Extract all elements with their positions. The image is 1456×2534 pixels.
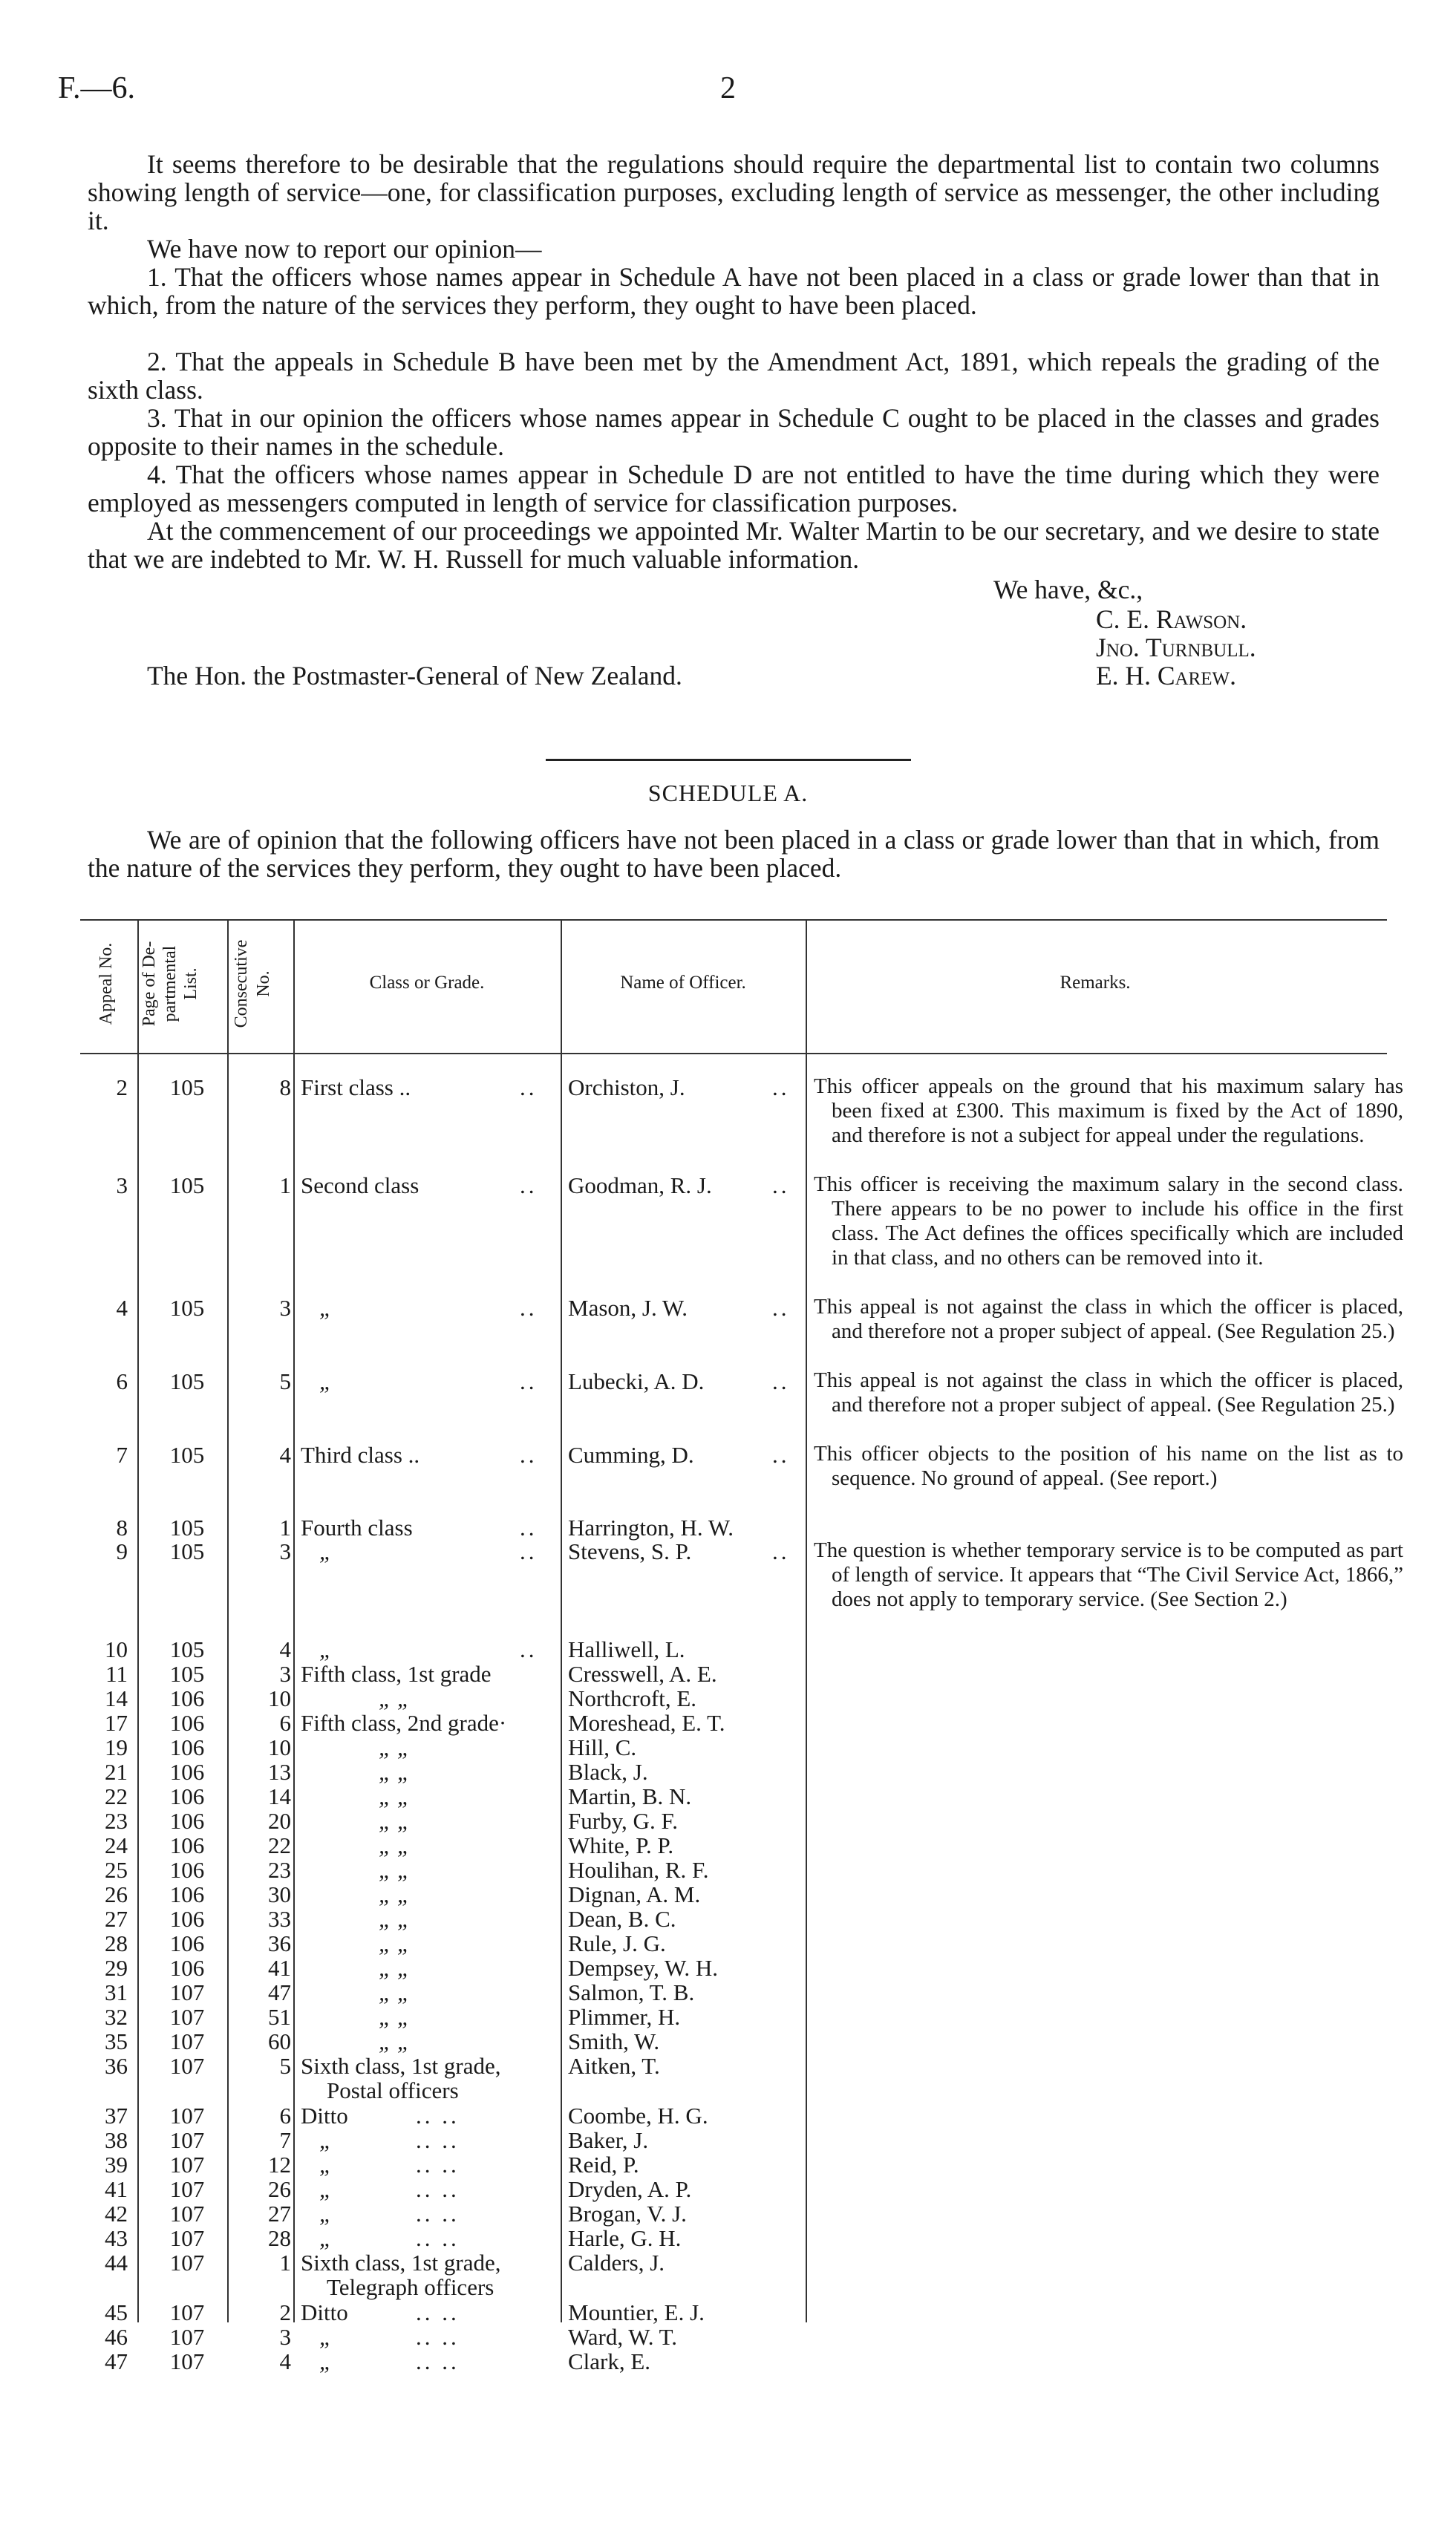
officer-name: Black, J. [568,1759,648,1785]
appeal-number: 44 [105,2250,128,2276]
table-row [0,1759,1456,1785]
intro-paragraph: It seems therefore to be desirable that the regulations should require the departmental list to contain two columns showing length of service—one, for classification purposes, excluding length of service as messenger, the other including it. [88,149,1380,235]
class-grade: Ditto [301,2299,348,2325]
page-number-cell: 105 [169,1295,205,1321]
page-number-cell: 107 [169,2004,205,2030]
class-grade: Sixth class, 1st grade, [301,2250,501,2276]
leader-dots: .. .. [416,2225,460,2251]
appeal-number: 4 [116,1295,128,1321]
consecutive-number: 26 [268,2176,291,2202]
table-row [0,1734,1456,1760]
class-grade: „ „ [379,1734,411,1760]
leader-dots: .. [520,1515,538,1541]
class-grade: „ „ [379,1881,411,1907]
consecutive-number: 4 [279,1636,291,1662]
officer-name: Moreshead, E. T. [568,1710,725,1736]
page-number-cell: 105 [169,1661,205,1687]
appeal-number: 41 [105,2176,128,2202]
class-grade: „ „ [379,1759,411,1785]
leader-dots: .. .. [416,2348,460,2374]
officer-name: Cumming, D. [568,1442,694,1468]
class-grade: „ [319,1295,333,1321]
table-row [0,1515,1456,1541]
class-grade: Fifth class, 2nd grade· [301,1710,507,1736]
appeal-number: 32 [105,2004,128,2030]
consecutive-number: 10 [268,1685,291,1711]
class-grade: Fifth class, 1st grade [301,1661,492,1687]
class-grade: „ [319,2348,333,2374]
class-grade: „ „ [379,1979,411,2005]
page-number-cell: 107 [169,2103,205,2129]
opinion-intro: We have now to report our opinion— [147,234,542,264]
officer-name: Goodman, R. J. [568,1172,712,1198]
leader-dots: .. [520,1295,538,1321]
signatory-carew: E. H. Carew. [1096,661,1236,690]
officer-name: Dempsey, W. H. [568,1955,719,1981]
leader-dots: .. [520,1368,538,1394]
consecutive-number: 41 [268,1955,291,1981]
officer-name: Rule, J. G. [568,1930,666,1956]
consecutive-number: 4 [279,2348,291,2374]
leader-dots: .. .. [416,2152,460,2178]
class-grade: „ „ [379,1832,411,1858]
officer-name: Salmon, T. B. [568,1979,695,2005]
officer-name: Dean, B. C. [568,1906,676,1932]
opinion-2: 2. That the appeals in Schedule B have been met by the Amendment Act, 1891, which repeals the grading of the sixth class. [88,347,1380,405]
page-number-cell: 106 [169,1759,205,1785]
page-number-cell: 105 [169,1074,205,1100]
officer-name: Baker, J. [568,2127,649,2153]
appeal-number: 8 [116,1515,128,1541]
table-row [0,1808,1456,1834]
leader-dots: .. .. [416,2299,460,2325]
opinion-4: 4. That the officers whose names appear in Schedule D are not entitled to have the time during which they were employed as messengers computed in length of service for classification purposes. [88,460,1380,517]
table-row [0,2053,1456,2103]
closing: We have, &c., [993,575,1143,604]
officer-name: Cresswell, A. E. [568,1661,717,1687]
consecutive-number: 1 [279,2250,291,2276]
leader-dots: .. .. [416,2324,460,2350]
appeal-number: 10 [105,1636,128,1662]
page-number-cell: 105 [169,1636,205,1662]
page-number-cell: 105 [169,1442,205,1468]
officer-name: Harle, G. H. [568,2225,682,2251]
table-row [0,1783,1456,1809]
officer-name: Northcroft, E. [568,1685,697,1711]
page-number-cell: 105 [169,1368,205,1394]
table-row [0,1832,1456,1858]
page-number-cell: 107 [169,2299,205,2325]
page-number-cell: 106 [169,1783,205,1809]
page-number-cell: 106 [169,1734,205,1760]
table-row [0,2028,1456,2054]
consecutive-number: 60 [268,2028,291,2054]
page-number-cell: 107 [169,2348,205,2374]
table-top-border [80,919,1387,921]
officer-name: Dignan, A. M. [568,1881,701,1907]
page-number-cell: 107 [169,2250,205,2276]
consecutive-number: 13 [268,1759,291,1785]
class-grade: „ [319,1538,333,1564]
officer-name: Houlihan, R. F. [568,1857,709,1883]
table-row [0,1979,1456,2005]
remark-appeal-2: This officer appeals on the ground that his maximum salary has been fixed at £300. This maximum is fixed by the Act of 1890, and therefore is not a subject for appeal under the regulations. [814,1074,1403,1147]
consecutive-number: 3 [279,1295,291,1321]
remark-appeal-7: This officer objects to the position of his name on the list as to sequence. No ground of appeal. (See report.) [814,1442,1403,1490]
remark-appeal-4: This appeal is not against the class in which the officer is placed, and therefore not a proper subject of appeal. (See Regulation 25.) [814,1295,1403,1343]
col-header-officer-name: Name of Officer. [620,973,746,993]
class-grade: „ „ [379,2004,411,2030]
consecutive-number: 10 [268,1734,291,1760]
table-row [0,1710,1456,1736]
page-number: 2 [720,71,736,105]
appeal-number: 45 [105,2299,128,2325]
col-header-class-grade: Class or Grade. [369,973,485,993]
remark-appeal-9: The question is whether temporary service is to be computed as part of length of service. It appears that “The Civil Service Act, 1866,” does not apply to temporary service. (See Section 2.) [814,1538,1403,1611]
page-number-cell: 106 [169,1906,205,1932]
consecutive-number: 7 [279,2127,291,2153]
appeal-number: 43 [105,2225,128,2251]
class-grade: „ „ [379,1685,411,1711]
page-number-cell: 107 [169,1979,205,2005]
table-row [0,2004,1456,2030]
appeal-number: 7 [116,1442,128,1468]
appeal-number: 17 [105,1710,128,1736]
table-row [0,2225,1456,2251]
leader-dots: .. .. [416,2201,460,2227]
consecutive-number: 4 [279,1442,291,1468]
table-row [0,1881,1456,1907]
class-grade: Fourth class [301,1515,413,1541]
class-grade: „ „ [379,1930,411,1956]
appeal-number: 11 [105,1661,128,1687]
leader-dots: .. .. [416,2127,460,2153]
table-row [0,1955,1456,1981]
table-row [0,2103,1456,2129]
appeal-number: 3 [116,1172,128,1198]
class-grade: Ditto [301,2103,348,2129]
page-number-cell: 107 [169,2053,205,2079]
opinion-3: 3. That in our opinion the officers whose names appear in Schedule C ought to be placed in the classes and grades opposite to their names in the schedule. [88,403,1380,461]
appeal-number: 21 [105,1759,128,1785]
appeal-number: 28 [105,1930,128,1956]
page-number-cell: 105 [169,1515,205,1541]
consecutive-number: 5 [279,1368,291,1394]
consecutive-number: 3 [279,2324,291,2350]
appeal-number: 27 [105,1906,128,1932]
appeal-number: 2 [116,1074,128,1100]
table-row [0,2299,1456,2325]
appeal-number: 35 [105,2028,128,2054]
class-grade: „ „ [379,1906,411,1932]
officer-name: Furby, G. F. [568,1808,678,1834]
class-grade: „ [319,2152,333,2178]
officer-name: Calders, J. [568,2250,665,2276]
col-header-consecutive-1: Consecutive [232,939,251,1028]
appeal-number: 22 [105,1783,128,1809]
page-number-cell: 105 [169,1172,205,1198]
leader-dots: .. [772,1538,790,1564]
table-row [0,1857,1456,1883]
officer-name: Reid, P. [568,2152,639,2178]
class-grade: First class .. [301,1074,411,1100]
consecutive-number: 3 [279,1538,291,1564]
page-number-cell: 106 [169,1808,205,1834]
class-grade: „ „ [379,1955,411,1981]
col-header-appeal-no: Appeal No. [97,942,116,1025]
class-grade: „ [319,1636,333,1662]
officer-name: Coombe, H. G. [568,2103,708,2129]
page-number-cell: 107 [169,2324,205,2350]
consecutive-number: 3 [279,1661,291,1687]
officer-name: Clark, E. [568,2348,651,2374]
officer-name: Brogan, V. J. [568,2201,687,2227]
class-grade: Sixth class, 1st grade, [301,2053,501,2079]
leader-dots: .. [772,1368,790,1394]
page-number-cell: 107 [169,2201,205,2227]
consecutive-number: 8 [279,1074,291,1100]
officer-name: Ward, W. T. [568,2324,678,2350]
consecutive-number: 1 [279,1515,291,1541]
remark-appeal-3: This officer is receiving the maximum salary in the second class. There appears to be no power to include his office in the first class. The Act defines the offices specifically which are included in that class, and no others can be removed into it. [814,1172,1403,1270]
consecutive-number: 5 [279,2053,291,2079]
officer-name: Harrington, H. W. [568,1515,734,1541]
table-row [0,2250,1456,2300]
appeal-number: 31 [105,1979,128,2005]
officer-name: Plimmer, H. [568,2004,681,2030]
class-grade: „ [319,2324,333,2350]
class-grade: „ „ [379,2028,411,2054]
leader-dots: .. [520,1172,538,1198]
class-grade: „ „ [379,1783,411,1809]
table-row [0,1906,1456,1932]
consecutive-number: 27 [268,2201,291,2227]
class-grade: „ [319,2225,333,2251]
signatory-turnbull: Jno. Turnbull. [1096,633,1256,662]
addressee: The Hon. the Postmaster-General of New Zealand. [147,661,682,690]
officer-name: Stevens, S. P. [568,1538,692,1564]
consecutive-number: 51 [268,2004,291,2030]
table-header-border [80,1053,1387,1054]
table-row [0,1636,1456,1662]
appeal-number: 25 [105,1857,128,1883]
table-row [0,2348,1456,2374]
leader-dots: .. [520,1074,538,1100]
leader-dots: .. [772,1295,790,1321]
consecutive-number: 30 [268,1881,291,1907]
col-header-page-2: partmental [160,945,180,1022]
appeal-number: 6 [116,1368,128,1394]
page-number-cell: 107 [169,2152,205,2178]
appeal-number: 42 [105,2201,128,2227]
appeal-number: 26 [105,1881,128,1907]
officer-name: Mountier, E. J. [568,2299,705,2325]
page-number-cell: 106 [169,1930,205,1956]
officer-name: Smith, W. [568,2028,660,2054]
class-grade: „ [319,2127,333,2153]
appeal-number: 9 [116,1538,128,1564]
section-divider [546,759,911,761]
consecutive-number: 2 [279,2299,291,2325]
appeal-number: 47 [105,2348,128,2374]
consecutive-number: 22 [268,1832,291,1858]
table-row [0,1930,1456,1956]
class-grade: Third class .. [301,1442,420,1468]
col-header-consecutive-2: No. [254,970,273,997]
class-grade: Second class [301,1172,420,1198]
officer-name: Aitken, T. [568,2053,660,2079]
page-number-cell: 107 [169,2225,205,2251]
leader-dots: .. [772,1442,790,1468]
consecutive-number: 28 [268,2225,291,2251]
page-number-cell: 106 [169,1832,205,1858]
page-number-cell: 106 [169,1881,205,1907]
class-grade: „ [319,1368,333,1394]
table-row [0,2201,1456,2227]
consecutive-number: 36 [268,1930,291,1956]
page-number-cell: 107 [169,2176,205,2202]
class-grade: „ „ [379,1857,411,1883]
appeal-number: 29 [105,1955,128,1981]
col-header-page-1: Page of De- [140,941,159,1027]
leader-dots: .. [520,1636,538,1662]
class-grade: „ „ [379,1808,411,1834]
appeal-number: 37 [105,2103,128,2129]
leader-dots: .. [772,1074,790,1100]
col-header-remarks: Remarks. [1060,973,1131,993]
remark-appeal-6: This appeal is not against the class in which the officer is placed, and therefore not a proper subject of appeal. (See Regulation 25.) [814,1368,1403,1417]
table-row [0,2127,1456,2153]
leader-dots: .. .. [416,2176,460,2202]
leader-dots: .. .. [416,2103,460,2129]
appeal-number: 39 [105,2152,128,2178]
page-number-cell: 106 [169,1710,205,1736]
appeal-number: 24 [105,1832,128,1858]
table-row [0,1685,1456,1711]
table-row [0,2176,1456,2202]
officer-name: Mason, J. W. [568,1295,688,1321]
appeal-number: 46 [105,2324,128,2350]
appeal-number: 19 [105,1734,128,1760]
page-number-cell: 106 [169,1857,205,1883]
consecutive-number: 33 [268,1906,291,1932]
page-number-cell: 107 [169,2127,205,2153]
table-row [0,2324,1456,2350]
officer-name: Hill, C. [568,1734,637,1760]
schedule-title: SCHEDULE A. [647,780,809,806]
consecutive-number: 14 [268,1783,291,1809]
class-grade-continued: Postal officers [327,2077,459,2103]
page-number-cell: 106 [169,1685,205,1711]
leader-dots: .. [772,1172,790,1198]
consecutive-number: 23 [268,1857,291,1883]
leader-dots: .. [520,1442,538,1468]
officer-name: Martin, B. N. [568,1783,692,1809]
appeal-number: 14 [105,1685,128,1711]
officer-name: Dryden, A. P. [568,2176,692,2202]
schedule-intro: We are of opinion that the following officers have not been placed in a class or grade lower than that in which, from the nature of the services they perform, they ought to have been placed. [88,825,1380,883]
leader-dots: .. [520,1538,538,1564]
consecutive-number: 12 [268,2152,291,2178]
appeal-number: 23 [105,1808,128,1834]
officer-name: Orchiston, J. [568,1074,685,1100]
appeal-number: 36 [105,2053,128,2079]
document-reference: F.—6. [58,71,135,105]
class-grade: „ [319,2201,333,2227]
table-row [0,2152,1456,2178]
opinion-1: 1. That the officers whose names appear in Schedule A have not been placed in a class or grade lower than that in which, from the nature of the services they perform, they ought to have been placed. [88,262,1380,320]
page-number-cell: 105 [169,1538,205,1564]
page-number-cell: 106 [169,1955,205,1981]
consecutive-number: 6 [279,2103,291,2129]
signatory-rawson: C. E. Rawson. [1096,604,1247,634]
table-row [0,1661,1456,1687]
page-number-cell: 107 [169,2028,205,2054]
consecutive-number: 20 [268,1808,291,1834]
secretary-paragraph: At the commencement of our proceedings we appointed Mr. Walter Martin to be our secretary, and we desire to state that we are indebted to Mr. W. H. Russell for much valuable information. [88,516,1380,574]
col-header-page-3: List. [181,967,200,1000]
appeal-number: 38 [105,2127,128,2153]
officer-name: White, P. P. [568,1832,674,1858]
consecutive-number: 47 [268,1979,291,2005]
class-grade: „ [319,2176,333,2202]
class-grade-continued: Telegraph officers [327,2274,494,2300]
officer-name: Halliwell, L. [568,1636,685,1662]
officer-name: Lubecki, A. D. [568,1368,705,1394]
consecutive-number: 1 [279,1172,291,1198]
consecutive-number: 6 [279,1710,291,1736]
